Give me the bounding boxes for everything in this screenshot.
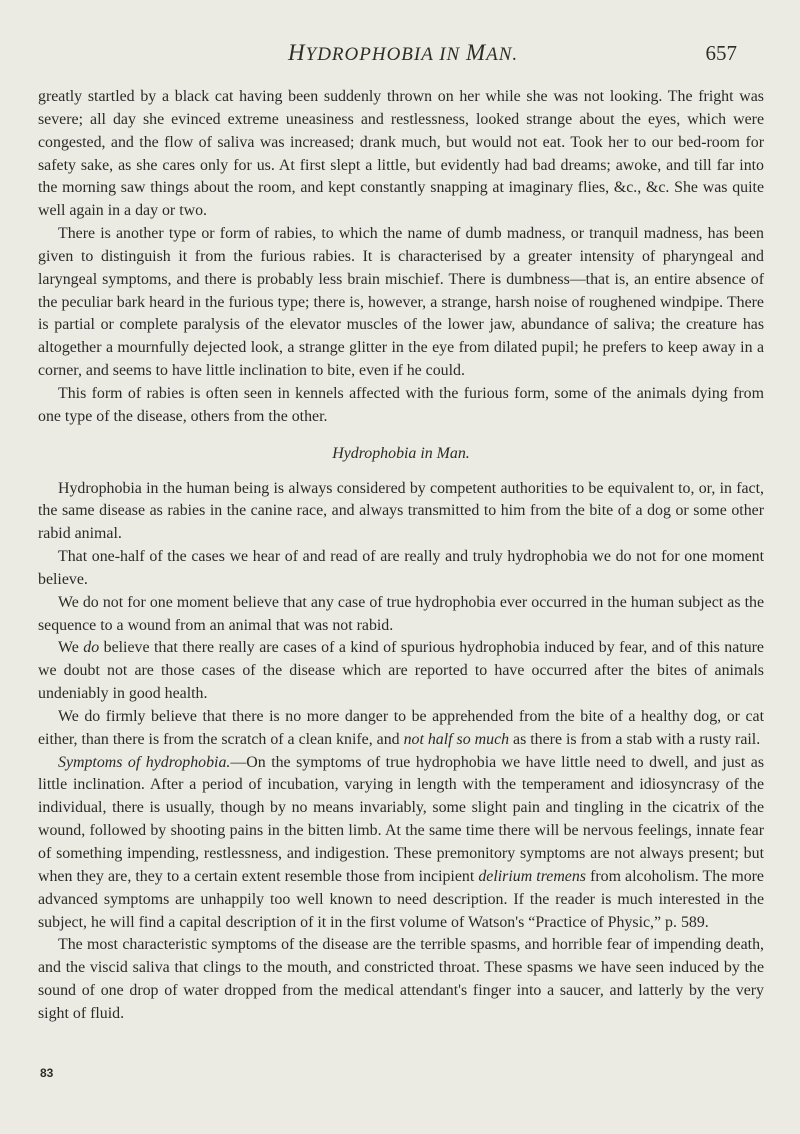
section-heading: Hydrophobia in Man. [332, 444, 470, 462]
paragraph: Hydrophobia in the human being is always considered by competent authorities to be equivalent to, or, in fact, the same disease as rabies in the canine race, and always transmitted to him from the bite of a dog or some other rabid animal. [38, 479, 764, 543]
text-run: as there is from a stab with a rusty rail. [509, 730, 761, 748]
page-number: 657 [705, 41, 737, 65]
running-title-part-2: AN. [486, 44, 519, 65]
paragraph: This form of rabies is often seen in kennels affected with the furious form, some of the animals dying from one type of the disease, others from the other. [38, 384, 764, 425]
paragraph [38, 752, 764, 935]
emphasis: do [83, 639, 100, 657]
text-run: from alcoholism. The more advanced symptoms are unhappily too well known to need description. If the reader is much interested in the subject, he will find a capital description of it in the first volume of Watson's “Practice of Physic,” p. 589. [38, 867, 764, 931]
signature-mark: 83 [40, 1066, 54, 1080]
text-run: We [58, 639, 84, 657]
paragraph [38, 637, 764, 706]
paragraph: The most characteristic symptoms of the disease are the terrible spasms, and horrible fear of impending death, and the viscid saliva that clings to the mouth, and constricted throat. These spasms we have seen induced by the sound of one drop of water dropped from the medical attendant's finger into a saucer, and latterly by the very sight of fluid. [38, 936, 764, 1022]
body-text [38, 86, 764, 1026]
running-title-initial-m: M [465, 40, 487, 65]
paragraph: There is another type or form of rabies, to which the name of dumb madness, or tranquil madness, has been given to distinguish it from the furious rabies. It is characterised by a greater intensity of pharyngeal and laryngeal symptoms, and there is probably less brain mischief. There is dumbness—that is, an entire absence of the peculiar bark heard in the furious type; there is, however, a strange, harsh noise of roughened windpipe. There is partial or complete paralysis of the elevator muscles of the lower jaw, abundance of saliva; the creature has altogether a mournfully dejected look, a strange glitter in the eye from dilated pupil; he prefers to keep away in a corner, and seems to have little inclination to bite, even if he could. [38, 225, 764, 380]
running-title-part-1: YDROPHOBIA IN [305, 44, 466, 65]
running-title [288, 40, 518, 66]
text-run: —On the symptoms of true hydrophobia we have little need to dwell, and just as little inclination. After a period of incubation, varying in length with the temperament and idiosyncrasy of the individual, there is usually, though by no means invariably, some slight pain and tingling in the cicatrix of the wound, followed by shooting pains in the bitten limb. At the same time there will be nervous feelings, innate fear of something impending, restlessness, and indigestion. These premonitory symptoms are not always present; but when they are, they to a certain extent resemble those from incipient [38, 753, 765, 885]
text-run: We do firmly believe that there is no more danger to be apprehended from the bite of a healthy dog, or cat either, than there is from the scratch of a clean knife, and [38, 707, 764, 748]
running-title-initial-h: H [288, 40, 306, 65]
text-run: believe that there really are cases of a kind of spurious hydrophobia induced by fear, and of this nature we doubt not are those cases of the disease which are reported to have occurred after the bites of animals undeniably in good health. [38, 639, 764, 703]
paragraph [38, 706, 764, 752]
emphasis: delirium tremens [478, 867, 586, 885]
paragraph: We do not for one moment believe that any case of true hydrophobia ever occurred in the human subject as the sequence to a wound from an animal that was not rabid. [38, 593, 764, 634]
paragraph: That one-half of the cases we hear of and read of are really and truly hydrophobia we do not for one moment believe. [38, 548, 764, 588]
page-header [0, 40, 800, 84]
paragraph: greatly startled by a black cat having been suddenly thrown on her while she was not looking. The fright was severe; all day she evinced extreme uneasiness and restlessness, looked strange about the eyes, which were congested, and the flow of saliva was increased; drank much, but would not eat. Took her to our bed-room for safety sake, as she cares only for us. At first slept a little, but evidently had bad dreams; awoke, and till far into the morning saw things about the room, and kept constantly snapping at imaginary flies, &c., &c. She was quite well again in a day or two. [38, 88, 764, 220]
run-in-heading: Symptoms of hydrophobia. [58, 753, 231, 771]
emphasis: not half so much [403, 730, 510, 748]
